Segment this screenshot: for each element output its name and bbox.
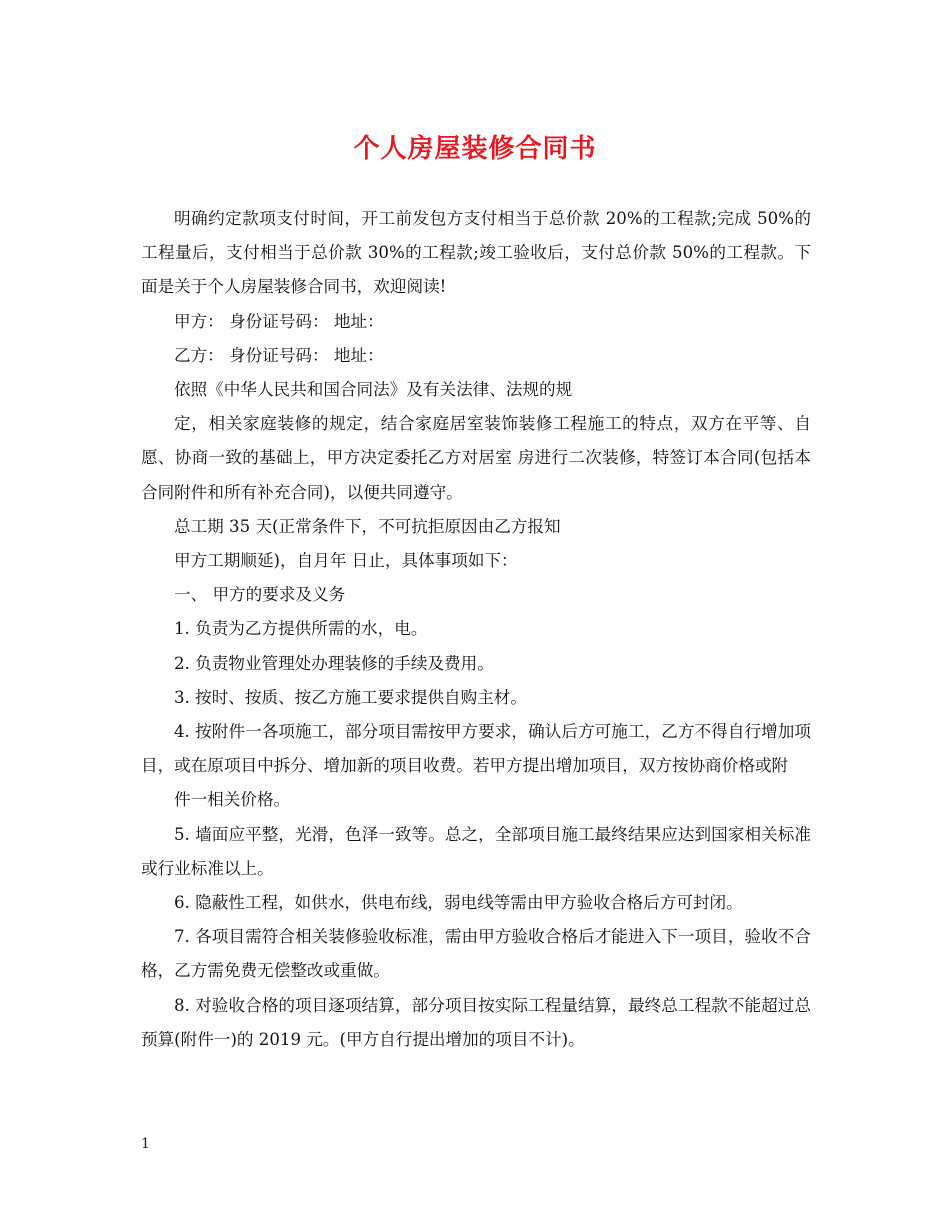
list-item-5: 5. 墙面应平整，光滑，色泽一致等。总之，全部项目施工最终结果应达到国家相关标准或行业标准以上。	[141, 824, 811, 878]
list-item-4-continued: 件一相关价格。	[174, 790, 291, 810]
paragraph-duration: 总工期 35 天(正常条件下，不可抗拒原因由乙方报知	[174, 516, 561, 536]
paragraph-legal-basis: 依照《中华人民共和国合同法》及有关法律、法规的规	[174, 380, 573, 400]
list-item-3: 3. 按时、按质、按乙方施工要求提供自购主材。	[174, 687, 527, 707]
list-item-1: 1. 负责为乙方提供所需的水，电。	[174, 619, 428, 639]
paragraph-party-a: 甲方： 身份证号码： 地址：	[174, 311, 384, 331]
paragraph-party-b: 乙方： 身份证号码： 地址：	[174, 345, 384, 365]
section-heading-party-a-duties: 一、 甲方的要求及义务	[174, 585, 346, 605]
page-number: 1	[141, 1136, 150, 1152]
paragraph-agreement: 定，相关家庭装修的规定，结合家庭居室装饰装修工程施工的特点，双方在平等、自愿、协商一致的基础上，甲方决定委托乙方对居室 房进行二次装修，特签订本合同(包括本合同附件和所有补充合同)，以便共同遵守。	[141, 414, 811, 502]
document-body	[141, 202, 811, 1057]
list-item-6: 6. 隐蔽性工程，如供水，供电布线，弱电线等需由甲方验收合格后方可封闭。	[174, 893, 743, 913]
paragraph-intro: 明确约定款项支付时间，开工前发包方支付相当于总价款 20%的工程款;完成 50%的工程量后，支付相当于总价款 30%的工程款;竣工验收后，支付总价款 50%的工程款。下面是关于个人房屋装修合同书，欢迎阅读!	[141, 209, 811, 297]
list-item-4: 4. 按附件一各项施工，部分项目需按甲方要求，确认后方可施工，乙方不得自行增加项目，或在原项目中拆分、增加新的项目收费。若甲方提出增加项目，双方按协商价格或附	[141, 722, 811, 776]
document-title: 个人房屋装修合同书	[353, 134, 597, 164]
list-item-7: 7. 各项目需符合相关装修验收标准，需由甲方验收合格后才能进入下一项目，验收不合格，乙方需免费无偿整改或重做。	[141, 927, 811, 981]
list-item-2: 2. 负责物业管理处办理装修的手续及费用。	[174, 653, 494, 673]
paragraph-duration-continued: 甲方工期顺延)，自月年 日止，具体事项如下：	[174, 551, 518, 571]
list-item-8: 8. 对验收合格的项目逐项结算，部分项目按实际工程量结算，最终总工程款不能超过总预算(附件一)的 2019 元。(甲方自行提出增加的项目不计)。	[141, 995, 811, 1049]
